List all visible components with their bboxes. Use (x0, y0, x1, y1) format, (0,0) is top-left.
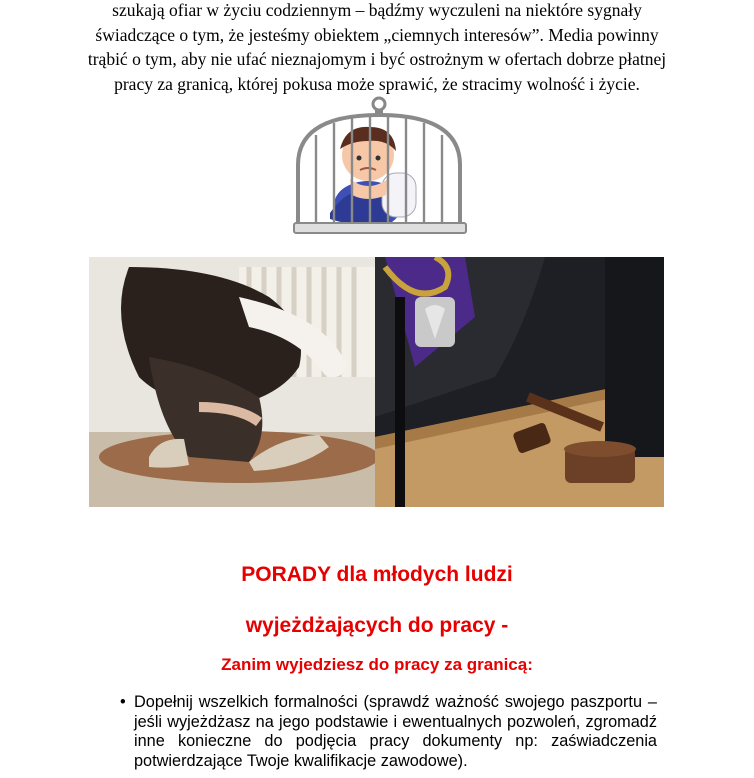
cage-illustration (290, 95, 470, 237)
list-item (120, 693, 657, 771)
tips-list (120, 693, 657, 771)
cage-clipart-image (290, 95, 470, 237)
intro-line: szukają ofiar w życiu codziennym – bądźmy wyczuleni na niektóre sygnały (112, 0, 642, 20)
intro-line: świadczące o tym, że jesteśmy obiektem „ciemnych interesów”. Media powinny (95, 24, 659, 45)
section-title-line1: PORADY dla młodych ludzi (241, 563, 513, 586)
intro-line: pracy za granicą, której pokusa może sprawić, że stracimy wolność i życie. (114, 73, 640, 94)
judge-photo (375, 257, 664, 507)
woman-photo-image (89, 257, 375, 507)
bullet-icon: • (120, 693, 126, 711)
woman-photo (89, 257, 375, 507)
section-subtitle: Zanim wyjedziesz do pracy za granicą: (221, 655, 533, 674)
intro-paragraph (80, 0, 674, 96)
judge-photo-image (375, 257, 664, 507)
photo-row (89, 257, 664, 507)
section-title-line2: wyjeżdżających do pracy - (245, 614, 509, 637)
intro-line: trąbić o tym, aby nie ufać nieznajomym i być ostrożnym w ofertach dobrze płatnej (87, 49, 667, 69)
tip-text: Dopełnij wszelkich formalności (sprawdź ważność swojego paszportu – jeśli wyjeżdżasz na jego podstawie i ewentualnych pozwoleń, zgromadź inne konieczne do podjęcia pracy dokumenty np: zaświadczenia potwierdzające Twoje kwalifikacje zawodowe). (134, 693, 657, 770)
